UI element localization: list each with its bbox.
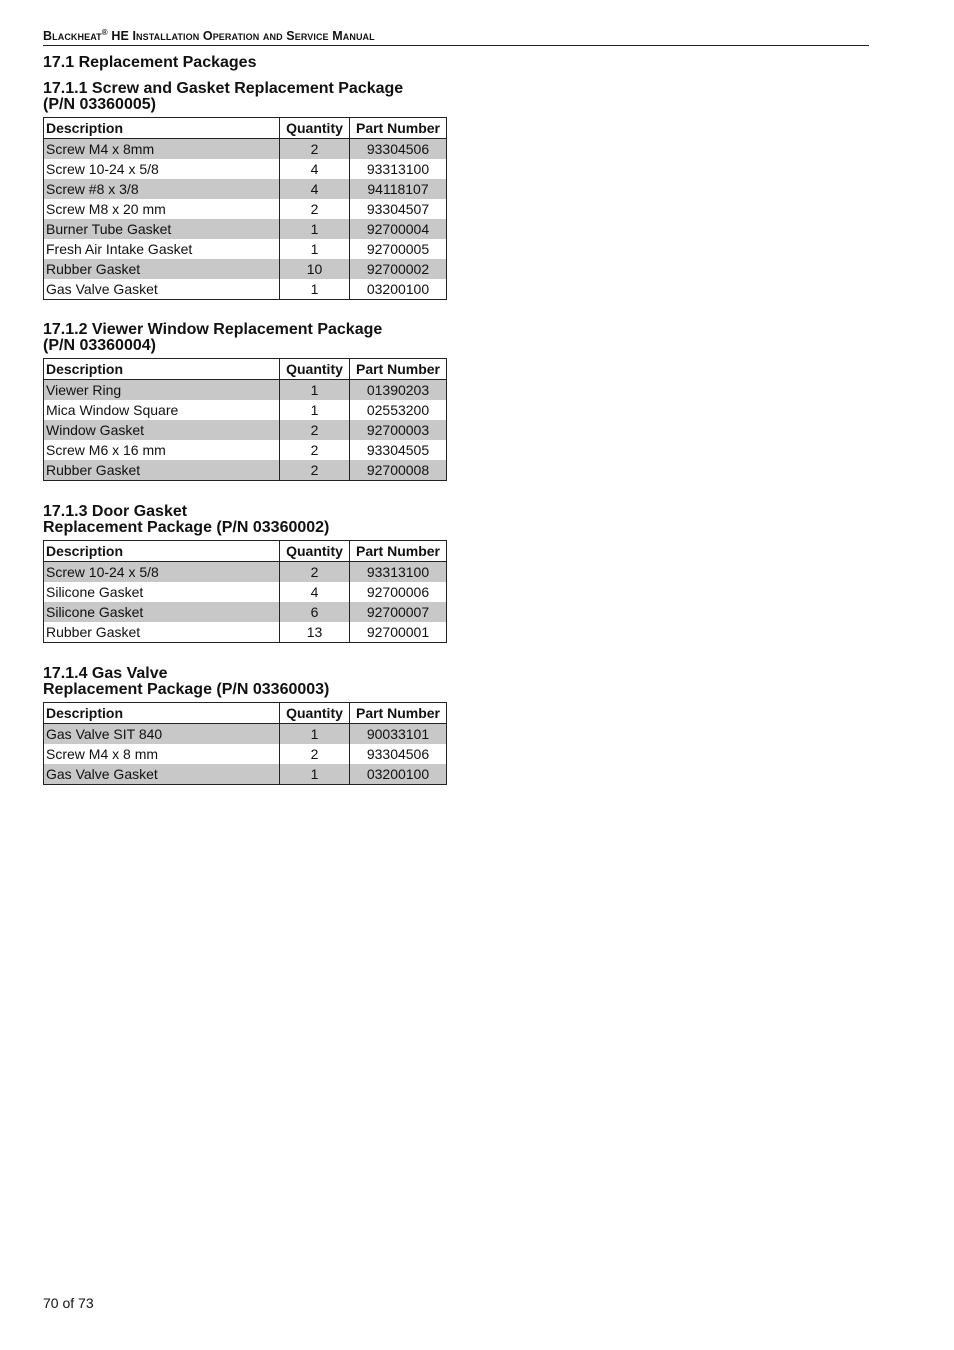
- cell-quantity: 1: [280, 380, 350, 401]
- section-title: [43, 81, 446, 113]
- cell-part-number: 03200100: [350, 279, 447, 300]
- cell-description: Screw M4 x 8 mm: [44, 744, 280, 764]
- cell-quantity: 1: [280, 279, 350, 300]
- table-row: [44, 219, 447, 239]
- table-row: [44, 764, 447, 785]
- cell-quantity: 4: [280, 582, 350, 602]
- cell-description: Gas Valve Gasket: [44, 764, 280, 785]
- cell-part-number: 93304506: [350, 139, 447, 160]
- cell-description: Gas Valve SIT 840: [44, 724, 280, 745]
- parts-table: [43, 117, 447, 300]
- table-row: [44, 400, 447, 420]
- section-title: [43, 504, 446, 536]
- cell-quantity: 1: [280, 239, 350, 259]
- page-title: 17.1 Replacement Packages: [43, 54, 257, 71]
- cell-description: Silicone Gasket: [44, 602, 280, 622]
- table-row: [44, 139, 447, 160]
- cell-description: Mica Window Square: [44, 400, 280, 420]
- column-header-description: Description: [44, 703, 280, 724]
- cell-quantity: 2: [280, 744, 350, 764]
- cell-part-number: 93304507: [350, 199, 447, 219]
- cell-quantity: 4: [280, 159, 350, 179]
- section-title-line2: Replacement Package (P/N 03360002): [43, 519, 330, 536]
- table-row: [44, 622, 447, 643]
- section-title: [43, 666, 446, 698]
- table-row: [44, 420, 447, 440]
- column-header-description: Description: [44, 118, 280, 139]
- cell-quantity: 4: [280, 179, 350, 199]
- cell-part-number: 93313100: [350, 159, 447, 179]
- section-title-line1: 17.1.4 Gas Valve: [43, 665, 168, 682]
- cell-part-number: 90033101: [350, 724, 447, 745]
- cell-part-number: 92700004: [350, 219, 447, 239]
- cell-description: Burner Tube Gasket: [44, 219, 280, 239]
- section-screw-gasket-package: [43, 81, 446, 300]
- cell-quantity: 2: [280, 420, 350, 440]
- section-viewer-window-package: [43, 322, 446, 481]
- cell-description: Rubber Gasket: [44, 622, 280, 643]
- cell-part-number: 93304506: [350, 744, 447, 764]
- cell-part-number: 92700007: [350, 602, 447, 622]
- cell-quantity: 2: [280, 440, 350, 460]
- cell-quantity: 1: [280, 219, 350, 239]
- column-header-quantity: Quantity: [280, 703, 350, 724]
- cell-description: Viewer Ring: [44, 380, 280, 401]
- column-header-part-number: Part Number: [350, 359, 447, 380]
- cell-part-number: 92700008: [350, 460, 447, 481]
- cell-description: Screw 10-24 x 5/8: [44, 159, 280, 179]
- table-header-row: [44, 703, 447, 724]
- column-header-quantity: Quantity: [280, 118, 350, 139]
- table-header-row: [44, 541, 447, 562]
- cell-description: Gas Valve Gasket: [44, 279, 280, 300]
- cell-quantity: 2: [280, 562, 350, 583]
- section-door-gasket-package: [43, 504, 446, 643]
- cell-part-number: 94118107: [350, 179, 447, 199]
- header-registered-mark: ®: [101, 28, 108, 37]
- table-row: [44, 259, 447, 279]
- parts-table: [43, 358, 447, 481]
- cell-quantity: 1: [280, 764, 350, 785]
- cell-part-number: 92700002: [350, 259, 447, 279]
- table-row: [44, 582, 447, 602]
- cell-part-number: 02553200: [350, 400, 447, 420]
- section-title-line2: Replacement Package (P/N 03360003): [43, 681, 330, 698]
- section-title-line1: 17.1.1 Screw and Gasket Replacement Package: [43, 80, 404, 97]
- table-row: [44, 602, 447, 622]
- table-row: [44, 380, 447, 401]
- cell-part-number: 92700005: [350, 239, 447, 259]
- section-title-line1: 17.1.2 Viewer Window Replacement Package: [43, 321, 383, 338]
- header-brand: Blackheat: [43, 29, 102, 44]
- section-title-line1: 17.1.3 Door Gasket: [43, 503, 188, 520]
- cell-description: Window Gasket: [44, 420, 280, 440]
- cell-description: Fresh Air Intake Gasket: [44, 239, 280, 259]
- cell-quantity: 1: [280, 400, 350, 420]
- cell-quantity: 2: [280, 199, 350, 219]
- column-header-quantity: Quantity: [280, 541, 350, 562]
- section-title: [43, 322, 446, 354]
- table-row: [44, 744, 447, 764]
- table-row: [44, 239, 447, 259]
- column-header-part-number: Part Number: [350, 703, 447, 724]
- table-row: [44, 562, 447, 583]
- table-header-row: [44, 359, 447, 380]
- cell-description: Screw M8 x 20 mm: [44, 199, 280, 219]
- section-title-line2: (P/N 03360005): [43, 96, 156, 113]
- cell-description: Screw 10-24 x 5/8: [44, 562, 280, 583]
- cell-part-number: 93313100: [350, 562, 447, 583]
- cell-description: Screw M6 x 16 mm: [44, 440, 280, 460]
- table-row: [44, 279, 447, 300]
- cell-quantity: 2: [280, 460, 350, 481]
- cell-quantity: 13: [280, 622, 350, 643]
- cell-part-number: 93304505: [350, 440, 447, 460]
- table-row: [44, 440, 447, 460]
- cell-description: Rubber Gasket: [44, 259, 280, 279]
- table-row: [44, 179, 447, 199]
- section-title-line2: (P/N 03360004): [43, 337, 156, 354]
- table-row: [44, 159, 447, 179]
- cell-part-number: 92700003: [350, 420, 447, 440]
- cell-description: Rubber Gasket: [44, 460, 280, 481]
- cell-description: Silicone Gasket: [44, 582, 280, 602]
- cell-part-number: 92700001: [350, 622, 447, 643]
- running-header: [43, 25, 869, 46]
- header-manual-title: HE Installation Operation and Service Manual: [107, 29, 375, 44]
- column-header-part-number: Part Number: [350, 541, 447, 562]
- cell-quantity: 10: [280, 259, 350, 279]
- cell-quantity: 1: [280, 724, 350, 745]
- table-row: [44, 199, 447, 219]
- section-gas-valve-package: [43, 666, 446, 785]
- cell-part-number: 03200100: [350, 764, 447, 785]
- cell-quantity: 6: [280, 602, 350, 622]
- cell-description: Screw #8 x 3/8: [44, 179, 280, 199]
- cell-description: Screw M4 x 8mm: [44, 139, 280, 160]
- page-number: 70 of 73: [43, 1295, 94, 1311]
- column-header-quantity: Quantity: [280, 359, 350, 380]
- column-header-description: Description: [44, 541, 280, 562]
- cell-part-number: 92700006: [350, 582, 447, 602]
- column-header-part-number: Part Number: [350, 118, 447, 139]
- column-header-description: Description: [44, 359, 280, 380]
- cell-quantity: 2: [280, 139, 350, 160]
- cell-part-number: 01390203: [350, 380, 447, 401]
- parts-table: [43, 540, 447, 643]
- table-row: [44, 460, 447, 481]
- table-header-row: [44, 118, 447, 139]
- table-row: [44, 724, 447, 745]
- parts-table: [43, 702, 447, 785]
